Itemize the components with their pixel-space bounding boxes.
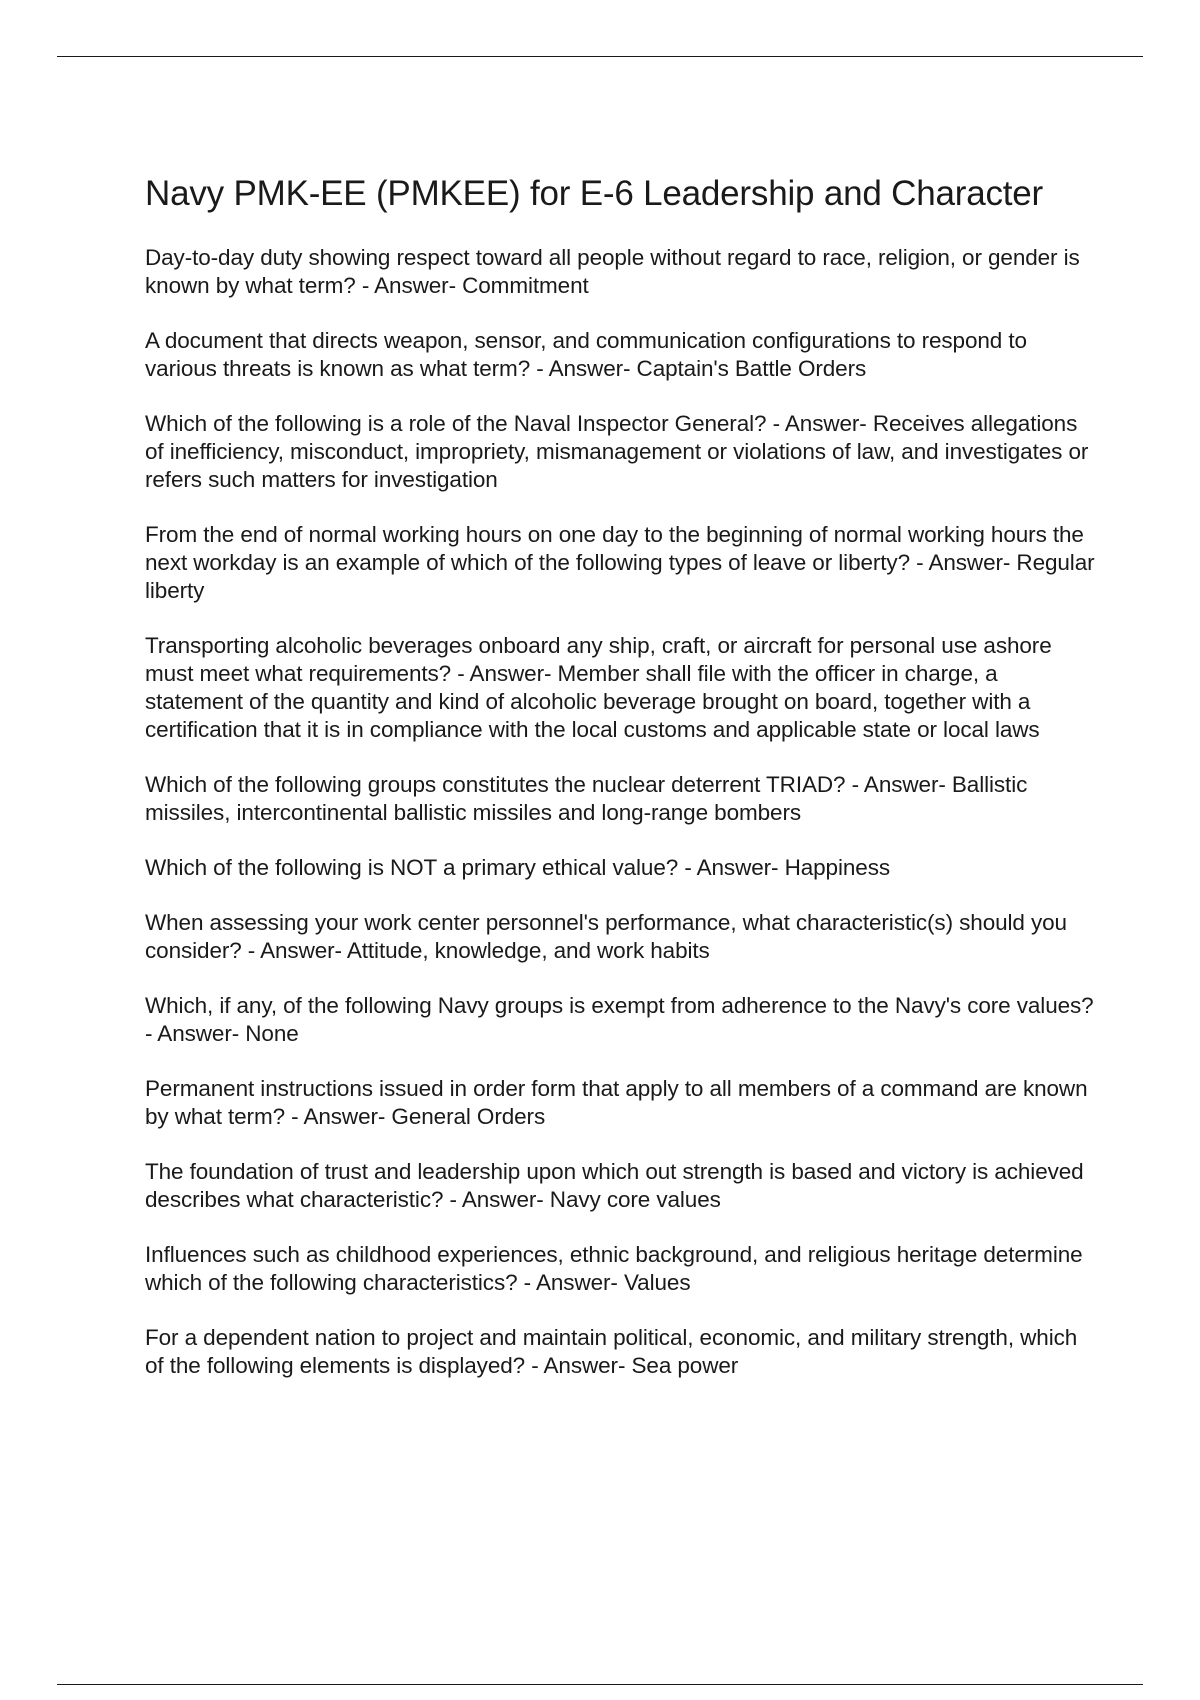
qa-item: Which of the following is NOT a primary ethical value? - Answer- Happiness: [145, 855, 890, 880]
top-rule: [57, 56, 1143, 57]
qa-item: Transporting alcoholic beverages onboard any ship, craft, or aircraft for personal use ashore must meet what requirements? - Answer- Member shall file with the officer in charge, a statement of the quantity and kind of alcoholic beverage brought on board, together with a certification that it is in compliance with the local customs and applicable state or local laws: [145, 633, 1052, 742]
qa-item: Influences such as childhood experiences, ethnic background, and religious heritage determine which of the following characteristics? - Answer- Values: [145, 1242, 1083, 1295]
qa-item: From the end of normal working hours on one day to the beginning of normal working hours the next workday is an example of which of the following types of leave or liberty? - Answer- Regular liberty: [145, 522, 1095, 603]
qa-item: A document that directs weapon, sensor, and communication configurations to respond to various threats is known as what term? - Answer- Captain's Battle Orders: [145, 328, 1027, 381]
qa-item: The foundation of trust and leadership upon which out strength is based and victory is achieved describes what characteristic? - Answer- Navy core values: [145, 1159, 1084, 1212]
qa-item: When assessing your work center personnel's performance, what characteristic(s) should you consider? - Answer- Attitude, knowledge, and work habits: [145, 910, 1067, 963]
qa-item: Permanent instructions issued in order form that apply to all members of a command are known by what term? - Answer- General Orders: [145, 1076, 1088, 1129]
qa-item: Which of the following is a role of the Naval Inspector General? - Answer- Receives allegations of inefficiency, misconduct, impropriety, mismanagement or violations of law, and investigates or refers such matters for investigation: [145, 411, 1089, 492]
document-title: Navy PMK-EE (PMKEE) for E-6 Leadership and Character: [145, 174, 1044, 213]
document-body: [145, 172, 1095, 1407]
bottom-rule: [57, 1684, 1143, 1685]
qa-item: Day-to-day duty showing respect toward all people without regard to race, religion, or gender is known by what term? - Answer- Commitment: [145, 245, 1080, 298]
qa-item: Which, if any, of the following Navy groups is exempt from adherence to the Navy's core values? - Answer- None: [145, 993, 1094, 1046]
qa-item: Which of the following groups constitutes the nuclear deterrent TRIAD? - Answer- Ballistic missiles, intercontinental ballistic missiles and long-range bombers: [145, 772, 1028, 825]
qa-item: For a dependent nation to project and maintain political, economic, and military strength, which of the following elements is displayed? - Answer- Sea power: [145, 1325, 1078, 1378]
